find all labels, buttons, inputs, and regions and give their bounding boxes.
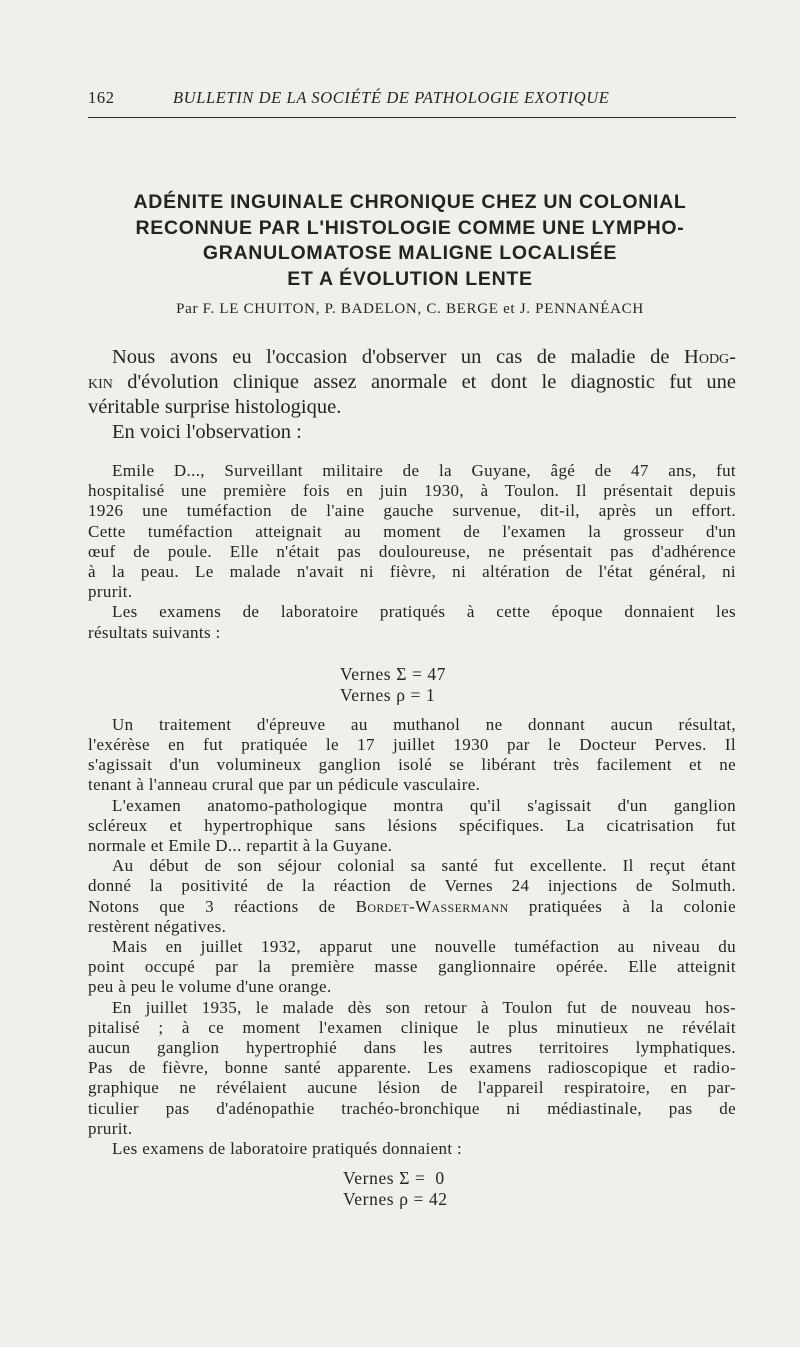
title-line: RECONNUE PAR L'HISTOLOGIE COMME UNE LYMPHO-: [135, 216, 685, 239]
formula-line: Vernes Σ = 47: [340, 664, 447, 684]
author-name: kin: [88, 371, 113, 393]
text-line: ticulier pas d'adénopathie trachéo-bronchique ni médiastinale, pas de: [88, 1098, 736, 1118]
formula-line: Vernes ρ = 1: [340, 684, 436, 705]
text-line: Mais en juillet 1932, apparut une nouvelle tuméfaction au niveau du: [112, 937, 736, 957]
title-line: ADÉNITE INGUINALE CHRONIQUE CHEZ UN COLONIAL: [133, 191, 687, 213]
text-line: point occupé par la première masse ganglionnaire opérée. Elle atteignit: [88, 957, 736, 977]
article-title: [80, 190, 740, 292]
text-line: Notons que 3 réactions de Bordet-Wassermann pratiquées à la colonie: [88, 896, 736, 916]
text-line: L'examen anatomo-pathologique montra qu'il s'agissait d'un ganglion: [112, 795, 736, 815]
text-line: peu à peu le volume d'une orange.: [88, 977, 332, 997]
text-line: Les examens de laboratoire pratiqués à cette époque donnaient les: [112, 602, 736, 622]
author-line: Par F. LE CHUITON, P. BADELON, C. BERGE et J. PENNANÉACH: [176, 301, 644, 317]
text-line: Pas de fièvre, bonne santé apparente. Les examens radioscopique et radio-: [88, 1058, 736, 1078]
text-line: scléreux et hypertrophique sans lésions spécifiques. La cicatrisation fut: [88, 815, 736, 835]
text-line: restèrent négatives.: [88, 916, 227, 936]
text-line: Les examens de laboratoire pratiqués donnaient :: [112, 1139, 463, 1159]
intro-paragraph: [88, 345, 736, 445]
vernes-formula-2: [343, 1168, 448, 1209]
title-line: ET A ÉVOLUTION LENTE: [287, 267, 533, 290]
author-name: Bordet-Wassermann: [355, 896, 509, 916]
text-line: prurit.: [88, 582, 133, 602]
article-body: [88, 461, 736, 1159]
text-line: Nous avons eu l'occasion d'observer un cas de maladie de Hodg-: [112, 346, 736, 368]
text-line: véritable surprise histologique.: [88, 396, 342, 418]
text-line: En voici l'observation :: [112, 421, 302, 443]
running-header: [88, 86, 738, 116]
text-line: En juillet 1935, le malade dès son retour à Toulon fut de nouveau hos-: [112, 997, 736, 1017]
text-line: l'exérèse en fut pratiquée le 17 juillet 1930 par le Docteur Perves. Il: [88, 735, 736, 755]
text-line: s'agissait d'un volumineux ganglion isolé se libérant très facilement et ne: [88, 755, 736, 775]
text-line: kin d'évolution clinique assez anormale et dont le diagnostic fut une: [88, 371, 736, 393]
text-line: normale et Emile D... repartit à la Guyane.: [88, 836, 393, 856]
header-rule: [88, 117, 736, 118]
text-line: pitalisé ; à ce moment l'examen clinique le plus minutieux ne révélait: [88, 1017, 736, 1037]
text-line: Au début de son séjour colonial sa santé fut excellente. Il reçut étant: [112, 856, 736, 876]
text-line: aucun ganglion hypertrophié dans les autres territoires lymphatiques.: [88, 1038, 736, 1058]
text-line: graphique ne révélaient aucune lésion de l'appareil respiratoire, en par-: [88, 1078, 736, 1098]
text-line: tenant à l'anneau crural que par un pédicule vasculaire.: [88, 775, 481, 795]
formula-line: Vernes Σ = 0: [343, 1168, 445, 1188]
page-number: 162: [88, 88, 115, 107]
text-line: Cette tuméfaction atteignait au moment de l'examen la grosseur d'un: [88, 521, 736, 541]
text-line: à la peau. Le malade n'avait ni fièvre, ni altération de l'état général, ni: [88, 562, 736, 582]
text-line: 1926 une tuméfaction de l'aine gauche survenue, dit-il, après un effort.: [88, 501, 736, 521]
text-line: Un traitement d'épreuve au muthanol ne donnant aucun résultat,: [112, 714, 736, 734]
title-line: GRANULOMATOSE MALIGNE LOCALISÉE: [202, 242, 618, 264]
text-line: hospitalisé une première fois en juin 1930, à Toulon. Il présentait depuis: [88, 481, 736, 501]
author-name: Hodg-: [684, 346, 736, 368]
formula-line: Vernes ρ = 42: [343, 1188, 448, 1209]
text-line: résultats suivants :: [88, 622, 221, 642]
text-line: œuf de poule. Elle n'était pas douloureuse, ne présentait pas d'adhérence: [88, 541, 736, 561]
text-line: donné la positivité de la réaction de Vernes 24 injections de Solmuth.: [88, 876, 736, 896]
text-line: Emile D..., Surveillant militaire de la Guyane, âgé de 47 ans, fut: [112, 461, 736, 480]
vernes-formula-1: [340, 664, 446, 705]
journal-title: BULLETIN DE LA SOCIÉTÉ DE PATHOLOGIE EXOTIQUE: [173, 88, 610, 107]
text-line: prurit.: [88, 1118, 133, 1138]
